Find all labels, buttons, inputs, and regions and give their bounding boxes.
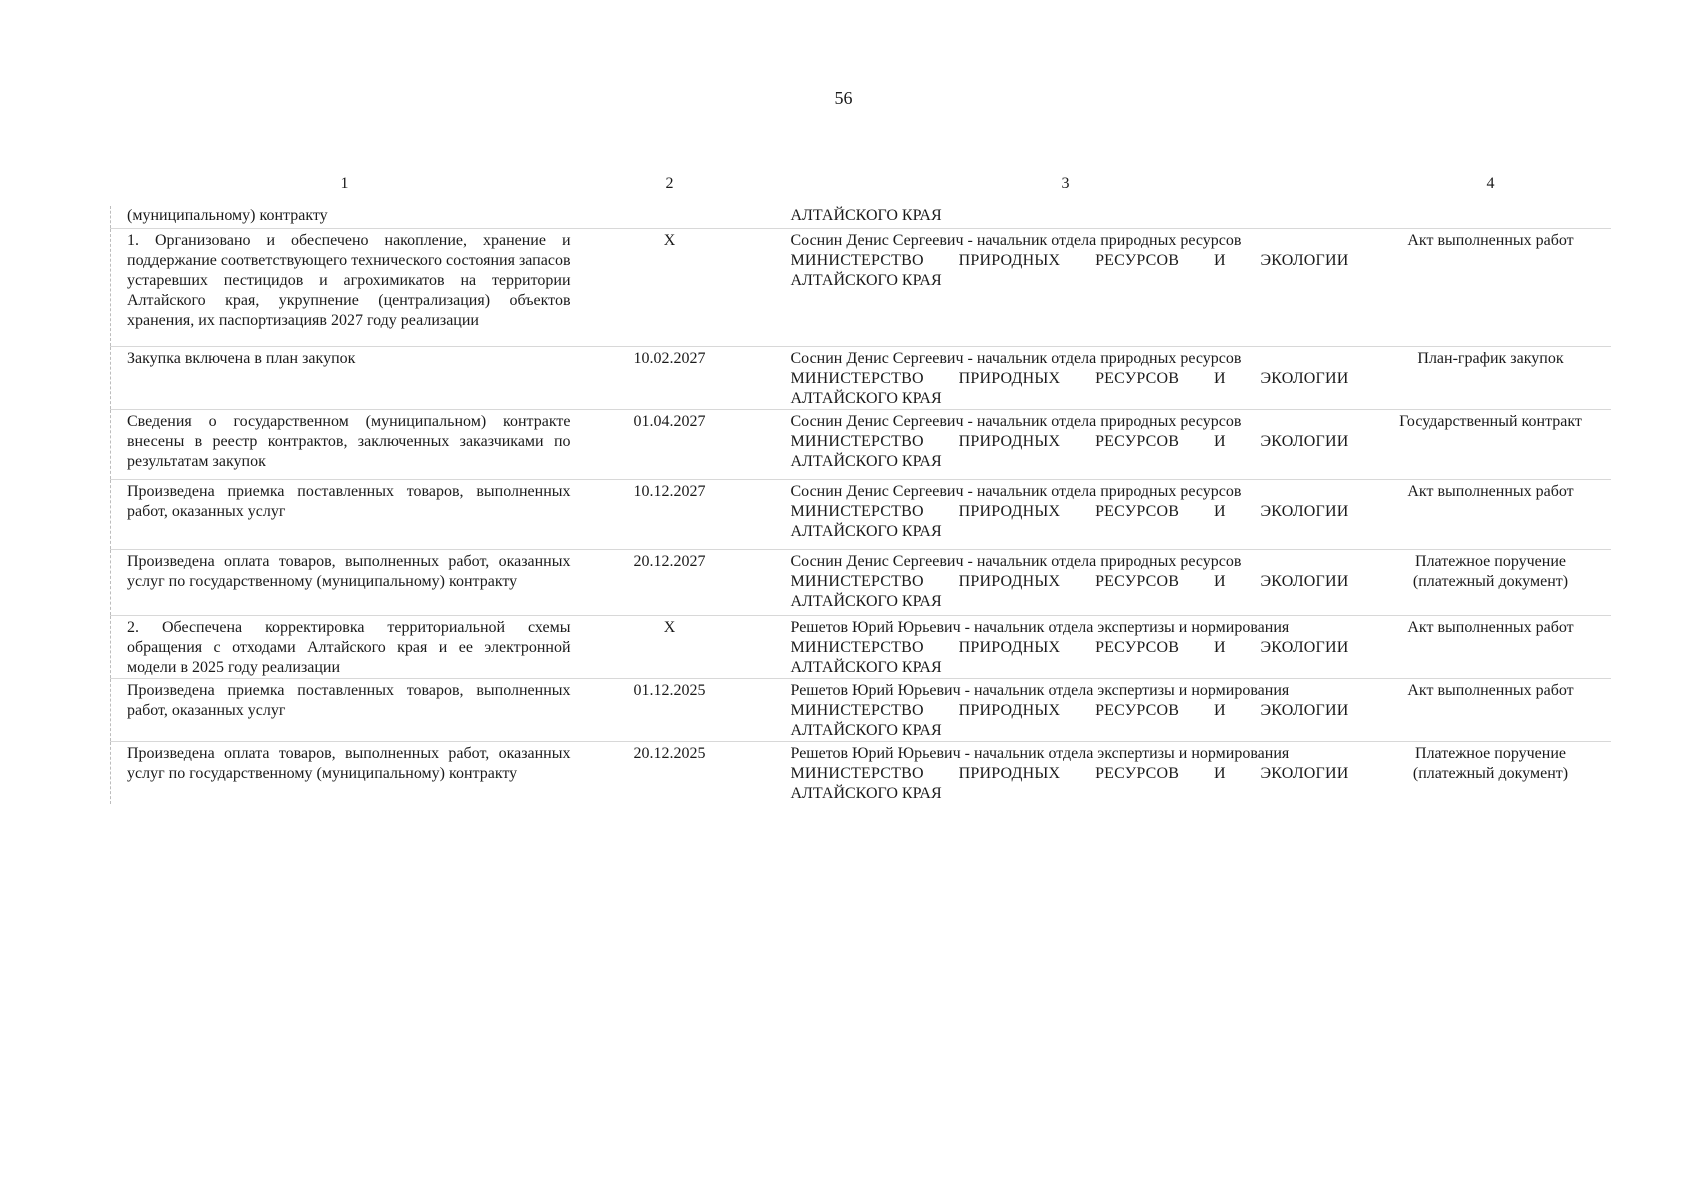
row-responsible	[761, 742, 1371, 805]
row-date: Х	[663, 232, 676, 249]
row-responsible	[761, 410, 1371, 480]
row-description: Произведена оплата товаров, выполненных работ, оказанных услуг по государственному (муниципальному) контракту	[111, 550, 579, 616]
continuation-resp: АЛТАЙСКОГО КРАЯ	[790, 207, 942, 224]
plan-table-sheet	[110, 170, 1610, 804]
row-document: План-график закупок	[1417, 350, 1564, 367]
table-row	[111, 347, 1611, 410]
row-responsible	[761, 347, 1371, 410]
responsible-name: Решетов Юрий Юрьевич - начальник отдела экспертизы и нормирования	[790, 682, 1290, 699]
continuation-row	[111, 206, 1611, 229]
responsible-name: Решетов Юрий Юрьевич - начальник отдела экспертизы и нормирования	[790, 745, 1290, 762]
responsible-org: МИНИСТЕРСТВО ПРИРОДНЫХ РЕСУРСОВ И ЭКОЛОГИИ	[790, 503, 1349, 520]
responsible-org: МИНИСТЕРСТВО ПРИРОДНЫХ РЕСУРСОВ И ЭКОЛОГИИ	[790, 765, 1349, 782]
continuation-doc	[1371, 206, 1611, 229]
row-document: Акт выполненных работ	[1407, 232, 1574, 249]
responsible-org: МИНИСТЕРСТВО ПРИРОДНЫХ РЕСУРСОВ И ЭКОЛОГИИ	[790, 573, 1349, 590]
row-responsible	[761, 550, 1371, 616]
responsible-org-region: АЛТАЙСКОГО КРАЯ	[790, 722, 942, 739]
responsible-org-region: АЛТАЙСКОГО КРАЯ	[790, 785, 942, 802]
row-description: Произведена оплата товаров, выполненных работ, оказанных услуг по государственному (муниципальному) контракту	[111, 742, 579, 805]
row-date: 01.12.2025	[633, 682, 706, 699]
table-header-row	[111, 170, 1611, 206]
table-row	[111, 410, 1611, 480]
row-description: Произведена приемка поставленных товаров, выполненных работ, оказанных услуг	[111, 679, 579, 742]
row-document: Акт выполненных работ	[1407, 619, 1574, 636]
table-row	[111, 480, 1611, 550]
implementation-plan-table	[110, 170, 1611, 804]
row-date: 20.12.2027	[633, 553, 706, 570]
page-number: 56	[834, 88, 853, 108]
header-col-1: 1	[340, 175, 349, 192]
row-date: 20.12.2025	[633, 745, 706, 762]
row-date: 10.02.2027	[633, 350, 706, 367]
row-responsible	[761, 480, 1371, 550]
header-col-3: 3	[1061, 175, 1070, 192]
responsible-org-region: АЛТАЙСКОГО КРАЯ	[790, 390, 942, 407]
table-row	[111, 679, 1611, 742]
row-description: 2. Обеспечена корректировка территориальной схемы обращения с отходами Алтайского края и ее электронной модели в 2025 году реализации	[111, 616, 579, 679]
row-document: Акт выполненных работ	[1407, 682, 1574, 699]
continuation-desc: (муниципальному) контракту	[111, 206, 579, 229]
responsible-org-region: АЛТАЙСКОГО КРАЯ	[790, 523, 942, 540]
row-description: Произведена приемка поставленных товаров, выполненных работ, оказанных услуг	[111, 480, 579, 550]
responsible-name: Соснин Денис Сергеевич - начальник отдела природных ресурсов	[790, 232, 1242, 249]
row-document: Акт выполненных работ	[1407, 483, 1574, 500]
table-row	[111, 550, 1611, 616]
row-date: Х	[663, 619, 676, 636]
row-document: Платежное поручение (платежный документ)	[1412, 553, 1569, 590]
header-col-4: 4	[1486, 175, 1495, 192]
row-date: 01.04.2027	[633, 413, 706, 430]
responsible-org: МИНИСТЕРСТВО ПРИРОДНЫХ РЕСУРСОВ И ЭКОЛОГИИ	[790, 370, 1349, 387]
row-description: Сведения о государственном (муниципальном) контракте внесены в реестр контрактов, заключенных заказчиками по результатам закупок	[111, 410, 579, 480]
row-responsible	[761, 679, 1371, 742]
responsible-name: Соснин Денис Сергеевич - начальник отдела природных ресурсов	[790, 350, 1242, 367]
responsible-org-region: АЛТАЙСКОГО КРАЯ	[790, 659, 942, 676]
table-row	[111, 616, 1611, 679]
continuation-date	[579, 206, 761, 229]
responsible-name: Решетов Юрий Юрьевич - начальник отдела экспертизы и нормирования	[790, 619, 1290, 636]
header-col-2: 2	[665, 175, 674, 192]
responsible-org: МИНИСТЕРСТВО ПРИРОДНЫХ РЕСУРСОВ И ЭКОЛОГИИ	[790, 639, 1349, 656]
row-description: Закупка включена в план закупок	[111, 347, 579, 410]
responsible-org: МИНИСТЕРСТВО ПРИРОДНЫХ РЕСУРСОВ И ЭКОЛОГИИ	[790, 433, 1349, 450]
row-date: 10.12.2027	[633, 483, 706, 500]
responsible-org: МИНИСТЕРСТВО ПРИРОДНЫХ РЕСУРСОВ И ЭКОЛОГИИ	[790, 702, 1349, 719]
responsible-org-region: АЛТАЙСКОГО КРАЯ	[790, 453, 942, 470]
row-responsible	[761, 616, 1371, 679]
responsible-org-region: АЛТАЙСКОГО КРАЯ	[790, 272, 942, 289]
responsible-org: МИНИСТЕРСТВО ПРИРОДНЫХ РЕСУРСОВ И ЭКОЛОГИИ	[790, 252, 1349, 269]
row-responsible	[761, 229, 1371, 347]
table-row	[111, 229, 1611, 347]
responsible-name: Соснин Денис Сергеевич - начальник отдела природных ресурсов	[790, 413, 1242, 430]
responsible-org-region: АЛТАЙСКОГО КРАЯ	[790, 593, 942, 610]
row-document: Платежное поручение (платежный документ)	[1412, 745, 1569, 782]
table-row	[111, 742, 1611, 805]
row-document: Государственный контракт	[1399, 413, 1582, 430]
row-description: 1. Организовано и обеспечено накопление, хранение и поддержание соответствующего технического состояния запасов устаревших пестицидов и агрохимикатов на территории Алтайского края, укрупнение (централизация) объектов хранения, их паспортизацияв 2027 году реализации	[111, 229, 579, 347]
responsible-name: Соснин Денис Сергеевич - начальник отдела природных ресурсов	[790, 483, 1242, 500]
responsible-name: Соснин Денис Сергеевич - начальник отдела природных ресурсов	[790, 553, 1242, 570]
